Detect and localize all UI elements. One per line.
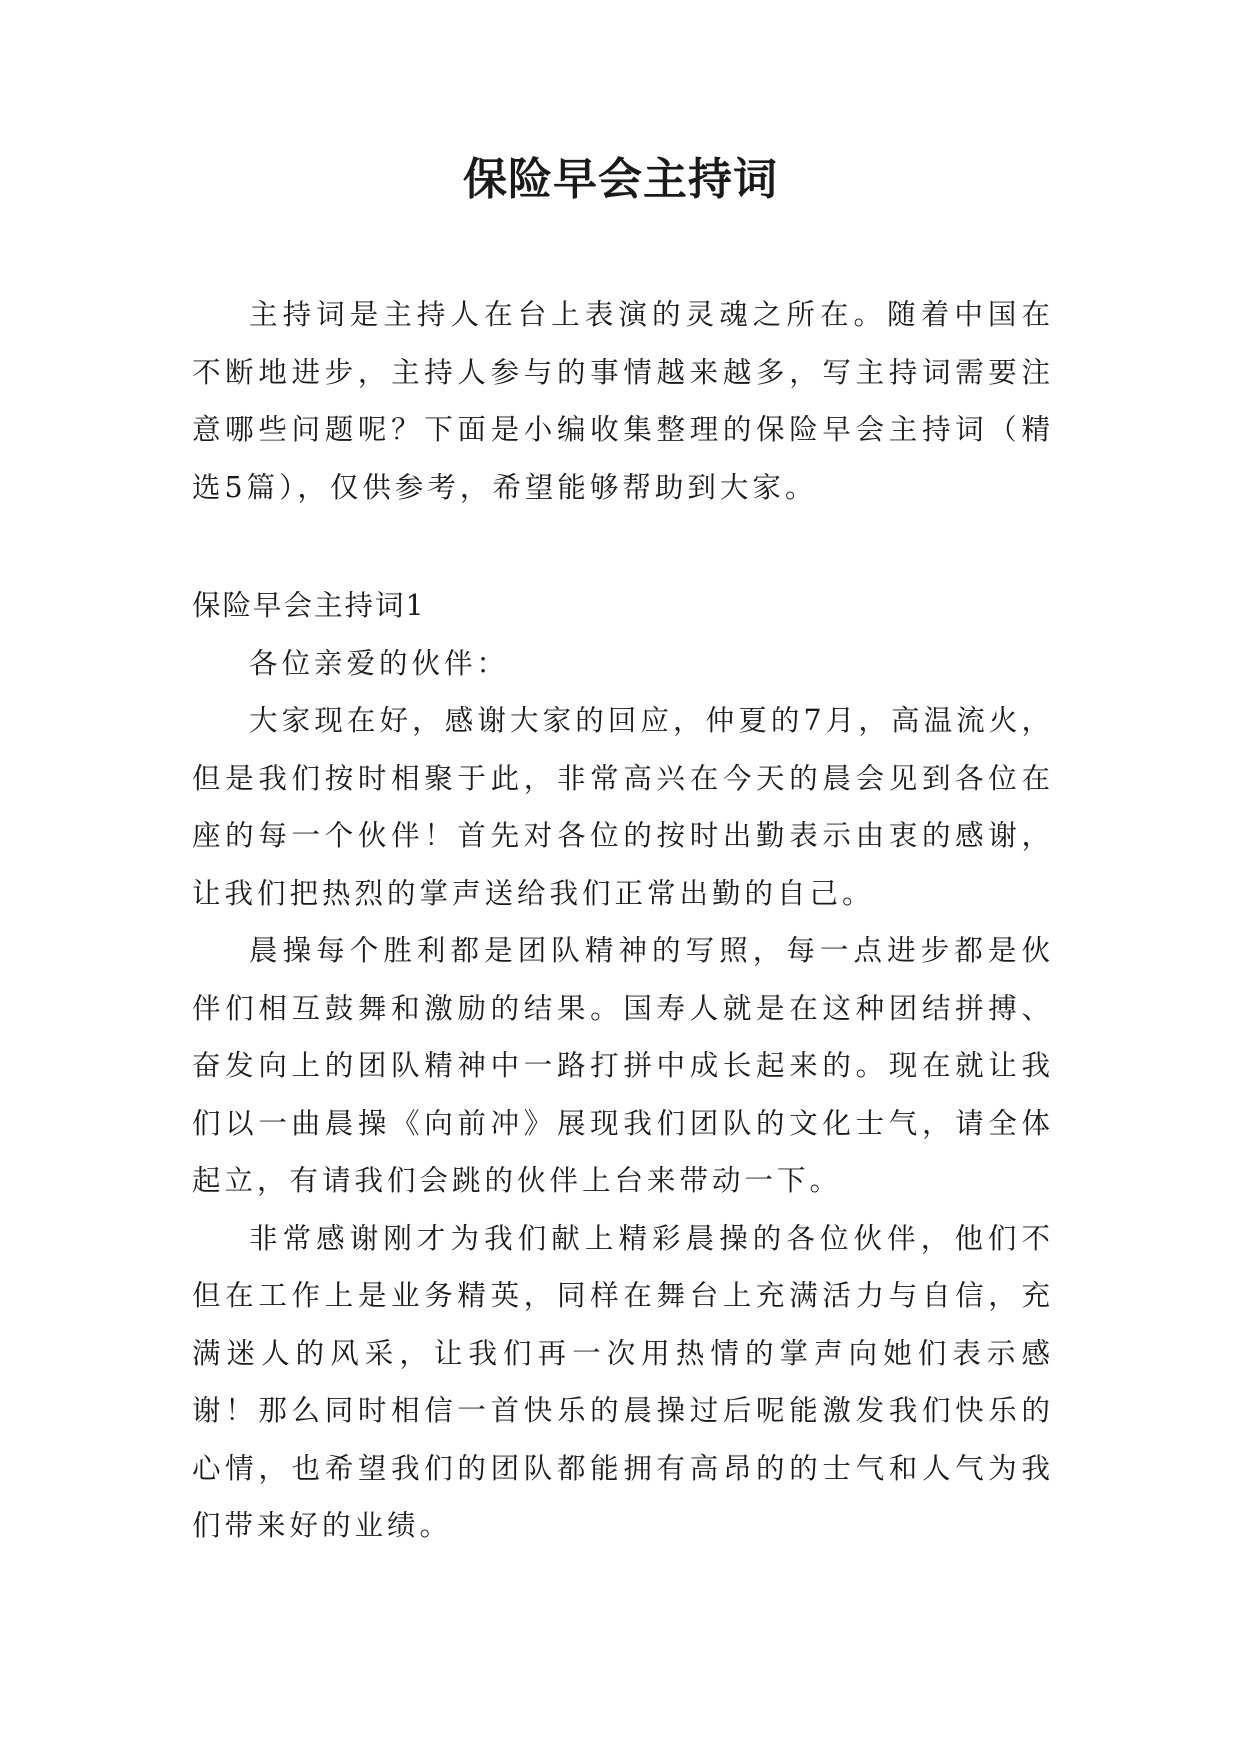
paragraph-welcome: 大家现在好，感谢大家的回应，仲夏的7月，高温流火，但是我们按时相聚于此，非常高兴在今天的晨会见到各位在座的每一个伙伴！首先对各位的按时出勤表示由衷的感谢，让我们把热烈的掌声送给我们正常出勤的自己。 — [192, 704, 1054, 910]
section-1 — [192, 577, 1054, 1555]
paragraph-salutation: 各位亲爱的伙伴： — [249, 646, 510, 680]
intro-block — [192, 286, 1054, 516]
section-heading: 保险早会主持词1 — [192, 589, 426, 622]
paragraph-thanks: 非常感谢刚才为我们献上精彩晨操的各位伙伴，他们不但在工作上是业务精英，同样在舞台上充满活力与自信，充满迷人的风采，让我们再一次用热情的掌声向她们表示感谢！那么同时相信一首快乐的晨操过后呢能激发我们快乐的心情，也希望我们的团队都能拥有高昂的的士气和人气为我们带来好的业绩。 — [192, 1221, 1054, 1542]
intro-paragraph: 主持词是主持人在台上表演的灵魂之所在。随着中国在不断地进步，主持人参与的事情越来越多，写主持词需要注意哪些问题呢？下面是小编收集整理的保险早会主持词（精选5篇），仅供参考，希望能够帮助到大家。 — [192, 298, 1054, 504]
paragraph-morning-exercise: 晨操每个胜利都是团队精神的写照，每一点进步都是伙伴们相互鼓舞和激励的结果。国寿人就是在这种团结拼搏、奋发向上的团队精神中一路打拼中成长起来的。现在就让我们以一曲晨操《向前冲》展现我们团队的文化士气，请全体起立，有请我们会跳的伙伴上台来带动一下。 — [192, 934, 1054, 1197]
document-title: 保险早会主持词 — [463, 154, 778, 205]
